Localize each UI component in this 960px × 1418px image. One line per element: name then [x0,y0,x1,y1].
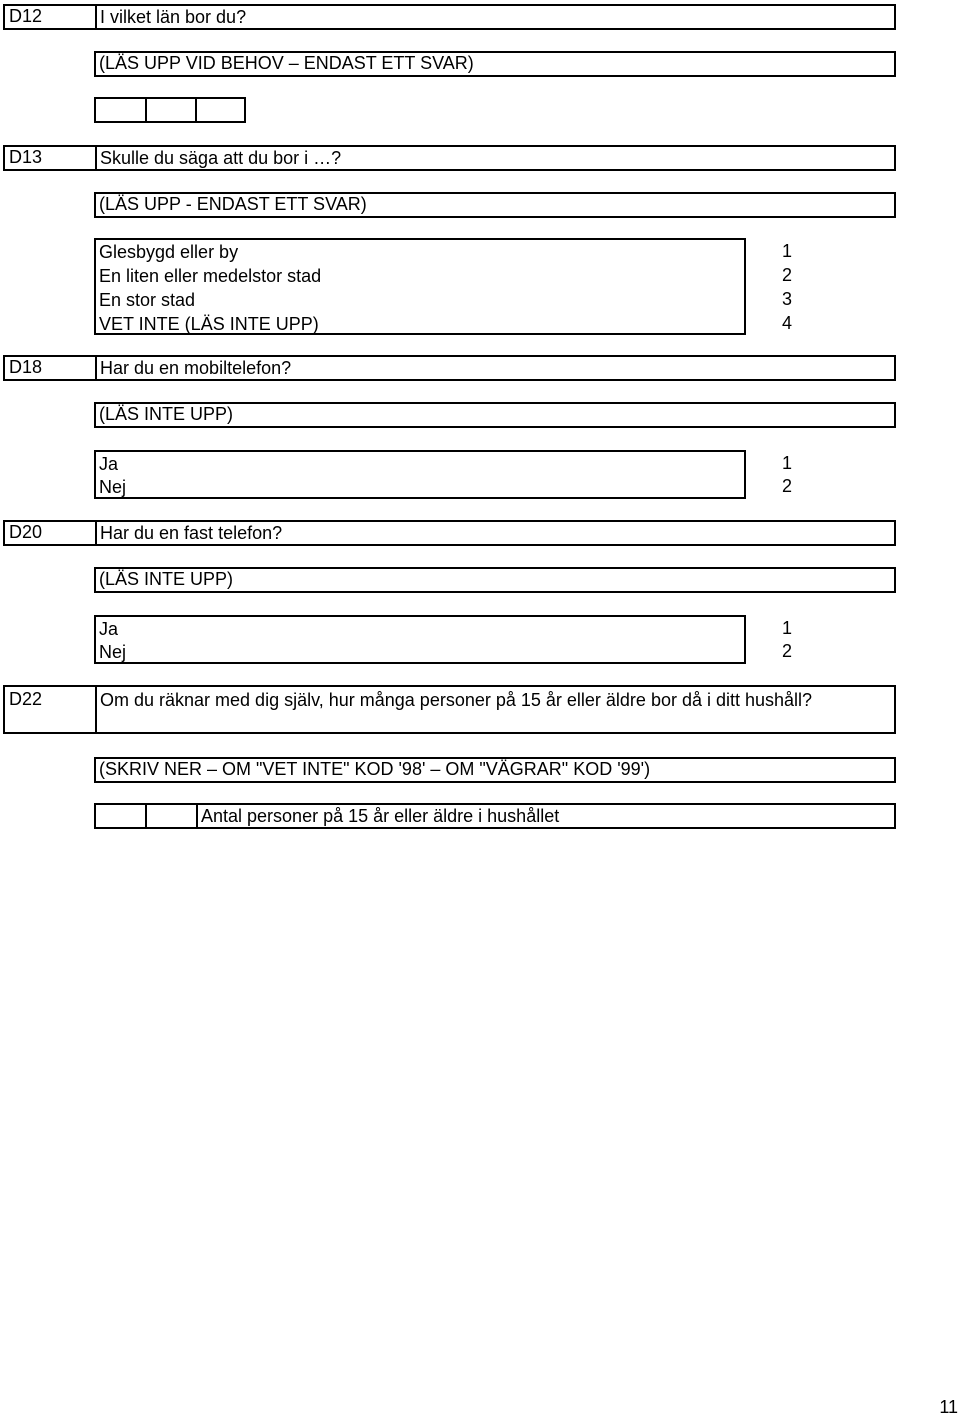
code-d13-4: 4 [781,313,792,333]
answer-d22 [94,803,896,829]
question-d18-frame [3,355,896,381]
option-d13-4[interactable]: VET INTE (LÄS INTE UPP) [99,314,319,334]
question-id-d18: D18 [9,357,43,377]
option-d13-1[interactable]: Glesbygd eller by [99,242,239,262]
instruction-d12: (LÄS UPP VID BEHOV – ENDAST ETT SVAR) [94,51,896,77]
instruction-d18: (LÄS INTE UPP) [94,402,896,428]
code-d13-3: 3 [781,289,792,309]
question-d13-frame [3,145,896,171]
option-d20-yes[interactable]: Ja [99,619,119,639]
option-d20-no[interactable]: Nej [99,642,127,662]
digit-divider [145,805,147,827]
question-id-d12: D12 [9,6,43,26]
code-d20-2: 2 [781,641,792,661]
option-d18-no[interactable]: Nej [99,477,127,497]
count-input-d22[interactable] [96,805,196,827]
digit-divider [195,99,197,121]
instruction-d13: (LÄS UPP - ENDAST ETT SVAR) [94,192,896,218]
question-text-d12: I vilket län bor du? [100,7,247,27]
question-id-d20: D20 [9,522,43,542]
question-id-d22: D22 [9,689,43,709]
code-d13-2: 2 [781,265,792,285]
options-d13 [94,238,746,335]
question-text-d20: Har du en fast telefon? [100,523,283,543]
page-number: 11 [939,1397,958,1417]
question-text-d13: Skulle du säga att du bor i …? [100,148,342,168]
code-d13-1: 1 [781,241,792,261]
question-d20-frame [3,520,896,546]
option-d13-3[interactable]: En stor stad [99,290,196,310]
code-d18-1: 1 [781,453,792,473]
question-d12-frame [3,4,896,30]
digit-divider [145,99,147,121]
question-text-d22: Om du räknar med dig själv, hur många personer på 15 år eller äldre bor då i ditt hushåll? [100,690,813,710]
instruction-d20: (LÄS INTE UPP) [94,567,896,593]
question-id-d13: D13 [9,147,43,167]
options-d20 [94,615,746,664]
code-d18-2: 2 [781,476,792,496]
options-d18 [94,450,746,499]
question-text-d18: Har du en mobiltelefon? [100,358,292,378]
answer-label-d22: Antal personer på 15 år eller äldre i hushållet [201,806,560,826]
question-d22-frame [3,685,896,734]
option-d18-yes[interactable]: Ja [99,454,119,474]
code-input-d12[interactable] [94,97,246,123]
code-d20-1: 1 [781,618,792,638]
instruction-d22: (SKRIV NER – OM "VET INTE" KOD '98' – OM "VÄGRAR" KOD '99') [94,757,896,783]
option-d13-2[interactable]: En liten eller medelstor stad [99,266,322,286]
